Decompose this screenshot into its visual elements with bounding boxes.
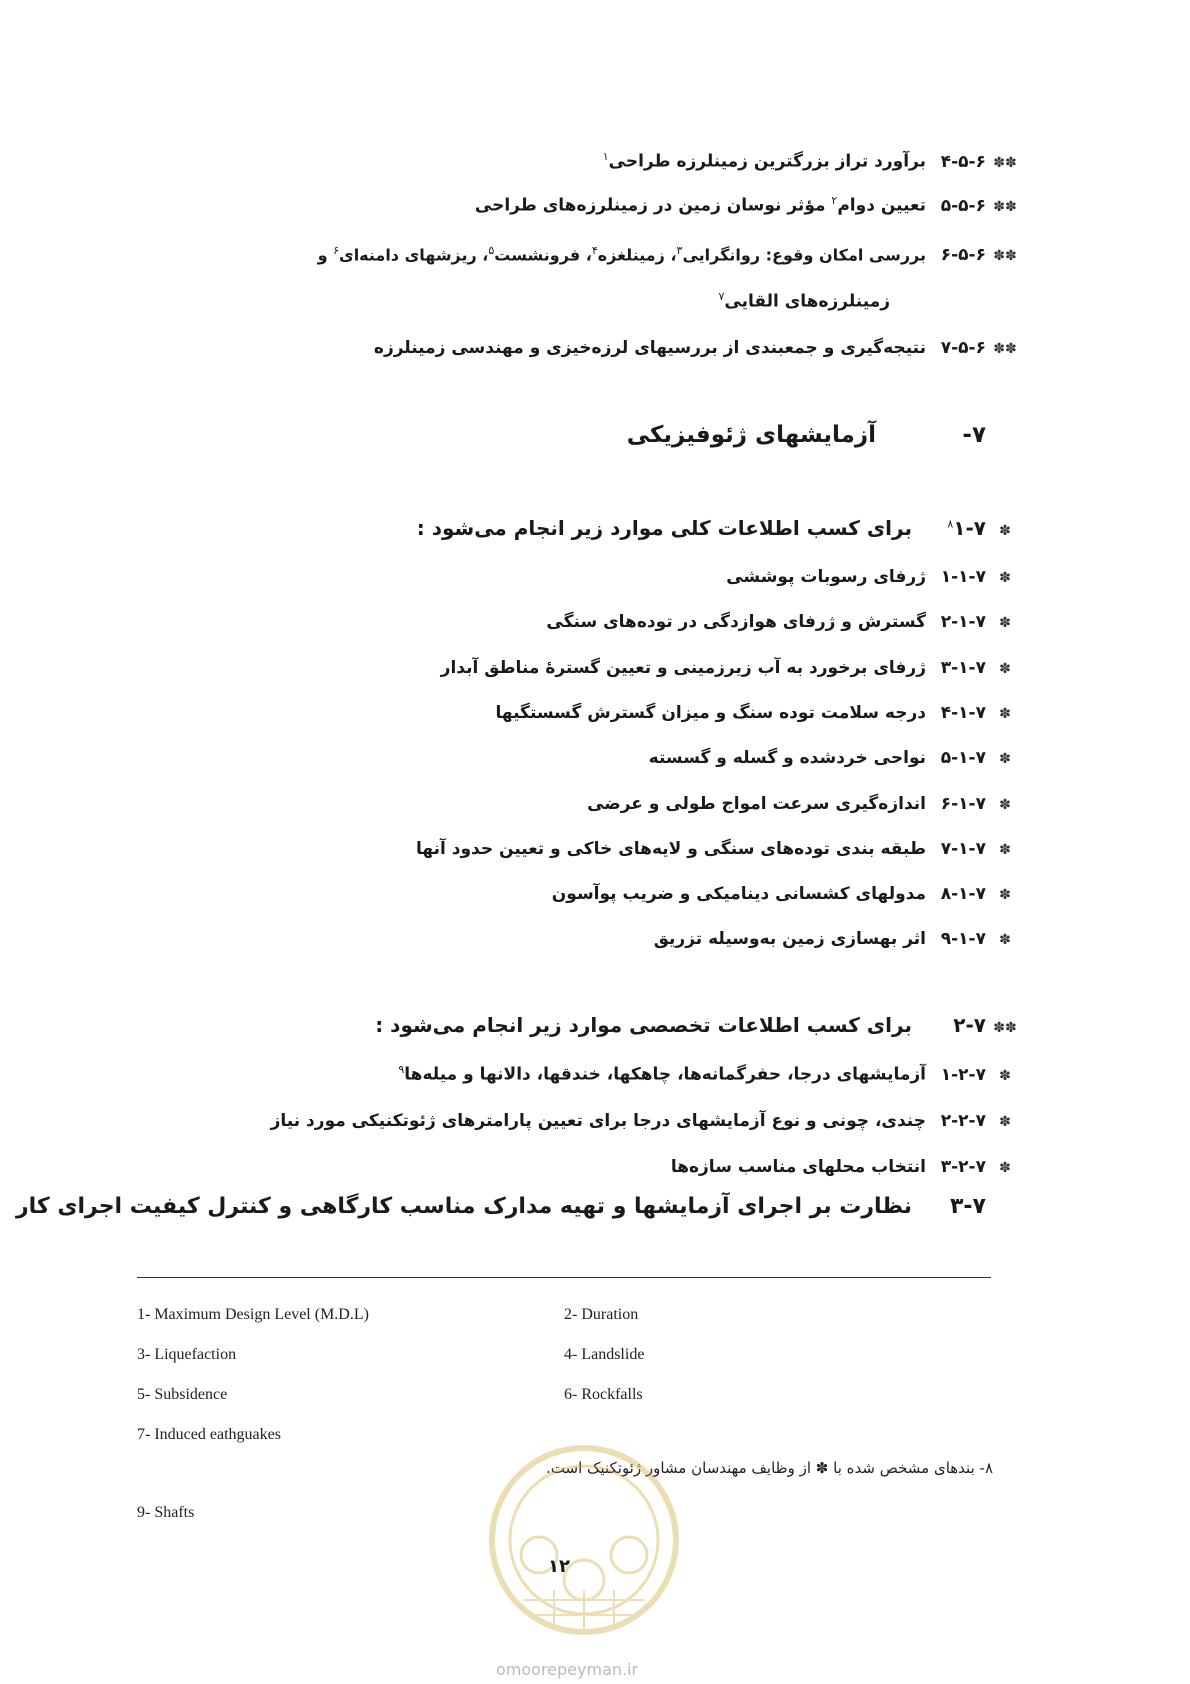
item-text: چندی، چونی و نوع آزمایشهای درجا برای تعیین پارامترهای ژئوتکنیکی مورد نیاز <box>270 1111 926 1131</box>
marker: ✽ <box>999 932 1011 948</box>
footnote-2: 2- Duration <box>564 1306 639 1323</box>
item-number: ۲-۱-۷ <box>940 612 986 632</box>
item-text: طبقه بندی توده‌های سنگی و لایه‌های خاکی و تعیین حدود آنها <box>416 839 926 859</box>
heading-text: آزمایشهای ژئوفیزیکی <box>626 422 876 448</box>
item-number: ۱-۱-۷ <box>940 567 986 587</box>
marker: ✽ <box>999 1114 1011 1130</box>
subsection-7-2 <box>164 1013 1024 1037</box>
item-7-2-2 <box>164 1111 1024 1131</box>
item-6-5-4 <box>164 150 1024 172</box>
item-7-1-2 <box>164 612 1024 632</box>
item-number: ۷-۱-۷ <box>940 839 986 859</box>
item-7-1-4 <box>164 703 1024 723</box>
footnote-8: ۸- بندهای مشخص شده با ✽ از وظایف مهندسان مشاور ژئوتکنیک است. <box>546 1459 993 1477</box>
heading-number: ۷- <box>962 422 986 448</box>
subsection-number: ۱-۷ <box>953 516 986 540</box>
subsection-7-1 <box>164 516 1024 540</box>
item-number: ۲-۲-۷ <box>940 1111 986 1131</box>
page-number: ۱۲ <box>548 1556 570 1577</box>
item-6-5-6-continuation <box>718 290 890 312</box>
marker: ✽ <box>999 842 1011 858</box>
marker: ✽✽ <box>993 248 1017 265</box>
item-text-cont: مؤثر نوسان زمین در زمینلرزه‌های طراحی <box>474 195 832 216</box>
footnote-3: 3- Liquefaction <box>137 1346 237 1363</box>
marker: ✽✽ <box>993 154 1017 171</box>
item-6-5-7 <box>164 338 1024 358</box>
item-number: ۵-۱-۷ <box>940 748 986 768</box>
marker: ✽ <box>999 1067 1011 1084</box>
item-text: ژرفای رسوبات پوششی <box>726 567 926 587</box>
item-6-5-6 <box>164 244 1024 265</box>
item-number: ۳-۱-۷ <box>940 658 986 678</box>
footnote-7: 7- Induced eathguakes <box>137 1426 281 1443</box>
item-text: برآورد تراز بزرگترین زمینلرزه طراحی <box>608 151 926 172</box>
subsection-text: برای کسب اطلاعات کلی موارد زیر انجام می‌شود : <box>416 516 912 540</box>
item-text: اثر بهسازی زمین به‌وسیله تزریق <box>653 929 926 949</box>
footnote-ref: ۲ <box>831 194 838 207</box>
marker: ✽ <box>999 523 1011 539</box>
item-text-cont: ، فرونشست <box>494 245 592 265</box>
marker: ✽ <box>999 887 1011 903</box>
item-number: ۱-۲-۷ <box>940 1064 986 1085</box>
footnote-ref: ۸ <box>947 517 954 531</box>
item-number: ۳-۲-۷ <box>940 1157 986 1177</box>
item-text: اندازه‌گیری سرعت امواج طولی و عرضی <box>587 794 926 814</box>
footnote-ref: ۳ <box>676 244 683 257</box>
item-text-cont: و <box>317 245 334 265</box>
item-7-1-1 <box>164 567 1024 587</box>
section-heading-7 <box>164 422 1024 448</box>
subsection-text: برای کسب اطلاعات تخصصی موارد زیر انجام می‌شود : <box>375 1013 912 1037</box>
footnote-ref: ۶ <box>333 244 340 257</box>
item-6-5-5 <box>164 194 1024 216</box>
item-7-1-9 <box>164 929 1024 949</box>
footnote-ref: ۴ <box>591 244 598 257</box>
subsection-number: ۲-۷ <box>953 1013 986 1037</box>
item-text-cont: ، ریزشهای دامنه‌ای <box>339 245 489 265</box>
item-text: گسترش و ژرفای هوازدگی در توده‌های سنگی <box>546 612 926 632</box>
item-7-1-6 <box>164 794 1024 814</box>
item-7-2-3 <box>164 1157 1024 1177</box>
item-number: ۴-۵-۶ <box>940 151 986 172</box>
footnote-ref: ۵ <box>488 244 495 257</box>
marker: ✽✽ <box>993 341 1017 357</box>
marker: ✽ <box>999 797 1011 813</box>
watermark-url: omoorepeyman.ir <box>496 1660 639 1679</box>
marker: ✽ <box>999 570 1011 586</box>
item-text: بررسی امکان وقوع: روانگرایی <box>682 245 926 265</box>
item-text: مدولهای کشسانی دینامیکی و ضریب پوآسون <box>551 884 926 904</box>
item-text: نتیجه‌گیری و جمعبندی از بررسیهای لرزه‌خیزی و مهندسی زمینلرزه <box>373 338 926 358</box>
subsection-7-3 <box>15 1194 1024 1219</box>
item-number: ۶-۵-۶ <box>940 245 986 266</box>
marker: ✽ <box>999 751 1011 767</box>
footnote-5: 5- Subsidence <box>137 1386 228 1403</box>
item-text: آزمایشهای درجا، حفرگمانه‌ها، چاهکها، خندقها، دالانها و میله‌ها <box>404 1064 926 1085</box>
item-number: ۸-۱-۷ <box>940 884 986 904</box>
subsection-number: ۳-۷ <box>950 1194 986 1219</box>
item-text-cont: ، زمینلغزه <box>597 245 677 265</box>
marker: ✽✽ <box>993 198 1017 215</box>
marker: ✽ <box>999 661 1011 677</box>
item-text: ژرفای برخورد به آب زیرزمینی و تعیین گسترهٔ مناطق آبدار <box>440 658 926 678</box>
marker: ✽ <box>999 706 1011 722</box>
footnote-ref: ۷ <box>718 290 725 303</box>
item-text: تعیین دوام <box>837 195 926 216</box>
footnote-separator <box>137 1277 991 1278</box>
item-7-1-3 <box>164 658 1024 678</box>
marker: ✽ <box>999 1160 1011 1176</box>
footnote-ref: ۹ <box>398 1063 405 1076</box>
watermark-seal-icon <box>484 1440 684 1640</box>
item-number: ۷-۵-۶ <box>940 338 986 358</box>
marker: ✽ <box>999 615 1011 631</box>
subsection-text: نظارت بر اجرای آزمایشها و تهیه مدارک مناسب کارگاهی و کنترل کیفیت اجرای کار <box>15 1194 912 1219</box>
item-text: درجه سلامت توده سنگ و میزان گسترش گسستگیها <box>495 703 926 723</box>
item-7-1-7 <box>164 839 1024 859</box>
item-number: ۵-۵-۶ <box>940 195 986 216</box>
item-number: ۴-۱-۷ <box>940 703 986 723</box>
item-number: ۹-۱-۷ <box>940 929 986 949</box>
item-text: انتخاب محلهای مناسب سازه‌ها <box>670 1157 926 1177</box>
footnote-9: 9- Shafts <box>137 1504 195 1521</box>
footnote-1: 1- Maximum Design Level (M.D.L) <box>137 1306 369 1323</box>
item-text: نواحی خردشده و گسله و گسسته <box>648 748 926 768</box>
item-number: ۶-۱-۷ <box>940 794 986 814</box>
item-7-1-8 <box>164 884 1024 904</box>
marker: ✽✽ <box>993 1020 1017 1036</box>
footnote-6: 6- Rockfalls <box>564 1386 643 1403</box>
item-7-2-1 <box>164 1063 1024 1085</box>
footnote-ref: ۱ <box>602 150 609 163</box>
item-7-1-5 <box>164 748 1024 768</box>
item-text: زمینلرزه‌های القایی <box>724 291 890 312</box>
footnote-4: 4- Landslide <box>564 1346 645 1363</box>
